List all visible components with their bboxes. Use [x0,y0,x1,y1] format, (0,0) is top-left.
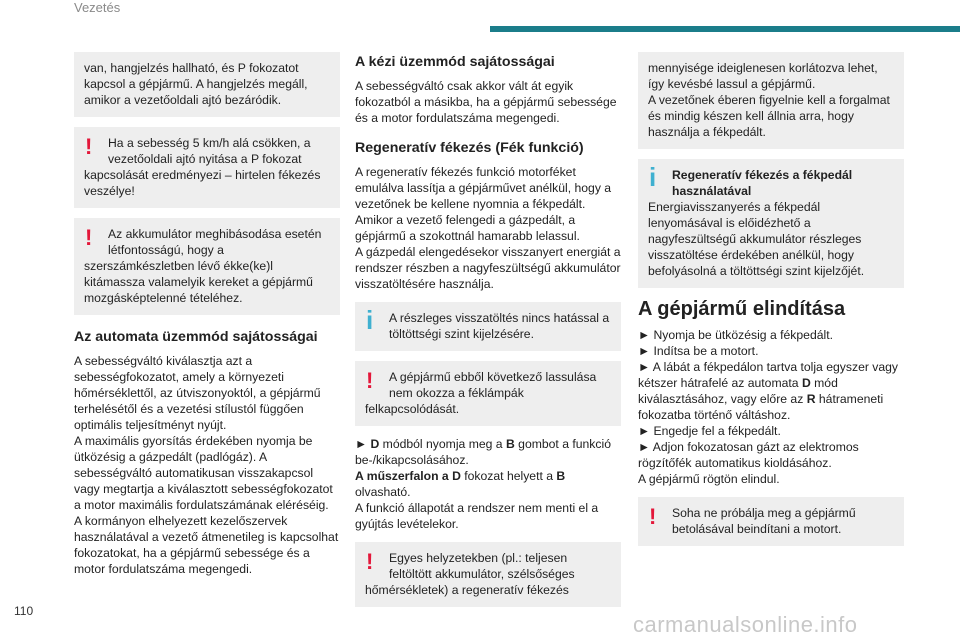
info-text: A részleges visszatöltés nincs hatással a töltöttségi szint kijelzésére. [389,311,610,341]
step: ► A lábát a fékpedálon tartva tolja egyszer vagy kétszer hátrafelé az automata D mód kiválasztásához, vagy előre az R hátrameneti fokozatba történő váltáshoz. [638,360,899,422]
warning-box-push-start [638,497,904,546]
starting-vehicle-heading: A gépjármű elindítása [638,298,846,320]
info-mark-icon: i [366,305,374,335]
page-number: 110 [14,604,34,618]
warning-line-1: Ha a sebesség 5 km/h alá csökken, a [108,136,311,150]
paragraph: A sebességváltó kiválasztja azt a sebességfokozatot, amely a környezeti hőmérséklettől, az útviszonyoktól, a gépjármű terhelésétől és a vezetési stílustól függően optimális teljesítményt nyújt. [74,354,321,432]
step: ► Nyomja be ütközésig a fékpedált. [638,328,833,342]
paragraph: A gázpedál elengedésekor visszanyert energiát a rendszer részben a nagyfeszültségű akkumulátor visszatöltésére használja. [355,245,621,291]
info-mark-icon: i [649,162,657,192]
automatic-mode-heading: Az automata üzemmód sajátosságai [74,329,318,345]
warning-rest: felkapcsolódását. [365,402,460,416]
regenerative-braking-heading: Regeneratív fékezés (Fék funkció) [355,140,584,156]
column-2 [355,52,621,617]
warning-mark-icon: ! [366,368,374,393]
paragraph: A regeneratív fékezés funkció motorféket emulálva lassítja a gépjárművet anélkül, hogy a vezetőnek be kellene nyomnia a fékpedált. [355,165,612,211]
continued-text-box [74,52,340,117]
warning-box-battery [74,218,340,315]
warning-line-2: betolásával beindítani a motort. [672,522,842,536]
warning-rest: kapcsolását eredményezi – hirtelen fékezés veszélye! [84,168,321,198]
section-title: Vezetés [74,0,121,15]
mode-d: D [370,437,380,451]
manual-mode-heading: A kézi üzemmód sajátosságai [355,54,555,70]
warning-mark-icon: ! [366,549,374,574]
button-b: B [505,437,515,451]
column-1 [74,52,340,587]
info-title-line-2: használatával [672,184,752,198]
warning-rest: hőmérsékletek) a regeneratív fékezés [365,583,569,597]
watermark: carmanualsonline.info [633,612,858,637]
regenerative-braking-text [355,164,621,292]
box-text: van, hangjelzés hallható, és P fokozatot kapcsol a gépjármű. A hangjelzés megáll, amikor a vezetőoldali ajtó bezáródik. [84,61,308,107]
warning-mark-icon: ! [85,134,93,159]
warning-line-1: Soha ne próbálja meg a gépjármű [672,506,856,520]
paragraph: A sebességváltó csak akkor vált át egyik fokozatból a másikba, ha a gépjármű sebessége és a motor fordulatszáma megengedi. [355,79,617,125]
continued-warning-box [638,52,904,149]
warning-line-2: vezetőoldali ajtó nyitása a P fokozat [108,152,302,166]
step: ► Indítsa be a motort. [638,344,759,358]
arrow-icon: ► [355,437,368,451]
warning-line-2: feltöltött akkumulátor, szélsőséges [389,567,575,581]
paragraph: Amikor a vezető felengedi a gázpedált, a gépjármű a szokottnál hamarabb lelassul. [355,213,580,243]
paragraph: A funkció állapotát a rendszer nem menti el a gyújtás levételekor. [355,501,599,531]
starting-steps [638,327,904,487]
header-accent-bar [490,26,960,32]
warning-line-1: A gépjármű ebből következő lassulása [389,370,597,384]
step: ► Adjon fokozatosan gázt az elektromos rögzítőfék automatikus kioldásához. [638,440,859,470]
box-text: mennyisége ideiglenesen korlátozva lehet, így kevésbé lassul a gépjármű. [648,61,878,91]
paragraph: A kormányon elhelyezett kezelőszervek használatával a vezető átmenetileg is kapcsolhat fokozatokat, ha a gépjármű sebessége és a motor fordulatszáma megengedi. [74,514,339,576]
step: A gépjármű rögtön elindul. [638,472,780,486]
warning-rest: szerszámkészletben lévő ékke(ke)l kitámassza valamelyik kereket a gépjármű mozgásképtelenné tételéhez. [84,259,313,305]
warning-box-regen-limit [355,542,621,607]
dashboard-line: A műszerfalon a D fokozat helyett a B olvasható. [355,469,566,499]
step: ► Engedje fel a fékpedált. [638,424,781,438]
box-text: A vezetőnek éberen figyelnie kell a forgalmat és mindig készen kell állnia arra, hogy használja a fékpedált. [648,93,890,139]
info-body: Energiavisszanyerés a fékpedál lenyomásával is előidézhető a nagyfeszültségű akkumulátor részleges visszatöltése érdekében anélkül, hogy befolyásolná a töltöttségi szint kijelzőjét. [648,200,865,278]
warning-mark-icon: ! [649,504,657,529]
warning-box-brake-lights [355,361,621,426]
warning-line-1: Egyes helyzetekben (pl.: teljesen [389,551,568,565]
paragraph: A maximális gyorsítás érdekében nyomja be ütközésig a gázpedált (padlógáz). A sebességváltó automatikusan visszakapcsol vagy megtartja a kiválasztott sebességfokozatot a motor maximális fordulatszámának eléréséig. [74,434,333,512]
info-box-partial-charge [355,302,621,351]
brake-function-instructions [355,436,621,532]
warning-box-door [74,127,340,208]
action-line: ► D módból nyomja meg a B gombot a funkció be-/kikapcsolásához. [355,437,611,467]
manual-mode-text [355,78,621,126]
warning-line-2: létfontosságú, hogy a [108,243,224,257]
warning-line-2: nem okozza a féklámpák [389,386,524,400]
automatic-mode-text [74,353,340,577]
info-box-brake-pedal-regen [638,159,904,288]
warning-mark-icon: ! [85,225,93,250]
column-3 [638,52,904,556]
info-title-line-1: Regeneratív fékezés a fékpedál [672,168,853,182]
warning-line-1: Az akkumulátor meghibásodása esetén [108,227,322,241]
